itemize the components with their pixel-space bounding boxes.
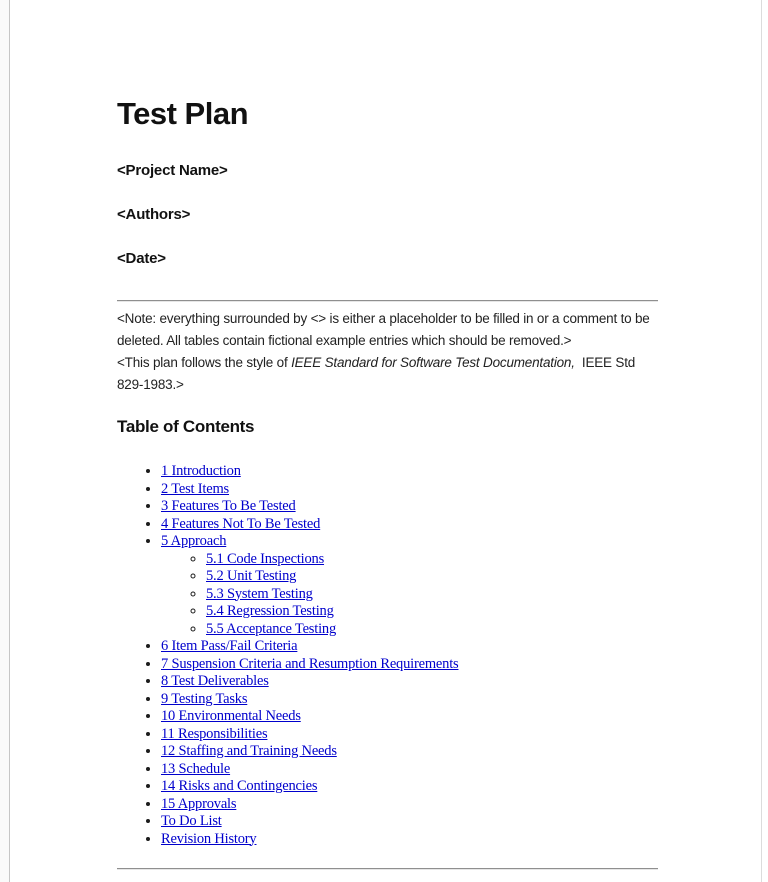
style-note-prefix: <This plan follows the style of (117, 355, 292, 370)
style-note-suffix: IEEE Std 829-1983.> (117, 355, 639, 392)
toc-link-test-items[interactable]: 2 Test Items (161, 480, 230, 497)
toc-link-schedule[interactable]: 13 Schedule (161, 760, 231, 777)
toc-link-item-pass-fail-criteria[interactable]: 6 Item Pass/Fail Criteria (161, 638, 298, 654)
placeholder-authors: <Authors> (117, 206, 191, 223)
toc-link-test-deliverables[interactable]: 8 Test Deliverables (161, 673, 269, 689)
toc-item (161, 831, 658, 849)
toc-link-staffing-and-training-needs[interactable]: 12 Staffing and Training Needs (161, 743, 337, 759)
toc-item (161, 533, 658, 638)
toc-link-features-not-to-be-tested[interactable]: 4 Features Not To Be Tested (161, 515, 321, 532)
toc-item (161, 516, 658, 534)
toc-link-unit-testing[interactable]: 5.2 Unit Testing (206, 568, 297, 584)
toc-item (161, 638, 658, 656)
page-edge-right (761, 0, 762, 882)
toc-item (161, 656, 658, 674)
toc-link-environmental-needs[interactable]: 10 Environmental Needs (161, 708, 301, 724)
divider-top (117, 300, 658, 302)
toc-link-testing-tasks[interactable]: 9 Testing Tasks (161, 690, 248, 707)
toc-item (161, 498, 658, 516)
toc-heading: Table of Contents (117, 417, 255, 436)
style-note-paragraph (117, 352, 658, 396)
toc-link-revision-history[interactable]: Revision History (161, 830, 257, 847)
toc-item (161, 813, 658, 831)
toc-link-responsibilities[interactable]: 11 Responsibilities (161, 725, 268, 742)
toc-subitem (206, 568, 658, 586)
placeholder-project-name: <Project Name> (117, 162, 228, 179)
toc-list (117, 463, 658, 848)
toc-subitem (206, 551, 658, 569)
page-title: Test Plan (117, 96, 249, 131)
toc-link-risks-and-contingencies[interactable]: 14 Risks and Contingencies (161, 778, 318, 794)
toc-item (161, 463, 658, 481)
toc-item (161, 481, 658, 499)
toc-item (161, 778, 658, 796)
toc-sublist-approach (161, 551, 658, 639)
toc-item (161, 761, 658, 779)
toc-item (161, 796, 658, 814)
note-paragraph: <Note: everything surrounded by <> is either a placeholder to be filled in or a comment to be deleted. All tables contain fictional example entries which should be removed.> (117, 311, 650, 348)
toc-link-to-do-list[interactable]: To Do List (161, 813, 222, 829)
toc-link-features-to-be-tested[interactable]: 3 Features To Be Tested (161, 498, 296, 514)
toc-link-approvals[interactable]: 15 Approvals (161, 795, 237, 812)
toc-link-code-inspections[interactable]: 5.1 Code Inspections (206, 550, 325, 567)
toc-item (161, 743, 658, 761)
toc-link-introduction[interactable]: 1 Introduction (161, 463, 241, 479)
toc-link-suspension-criteria[interactable]: 7 Suspension Criteria and Resumption Requirements (161, 655, 459, 672)
toc-item (161, 691, 658, 709)
toc-item (161, 708, 658, 726)
page-edge-left (0, 0, 10, 882)
toc-subitem (206, 621, 658, 639)
toc-link-regression-testing[interactable]: 5.4 Regression Testing (206, 603, 334, 619)
toc-item (161, 726, 658, 744)
toc-link-system-testing[interactable]: 5.3 System Testing (206, 585, 313, 602)
placeholder-date: <Date> (117, 250, 166, 267)
toc-link-acceptance-testing[interactable]: 5.5 Acceptance Testing (206, 620, 337, 637)
toc-subitem (206, 586, 658, 604)
document-body (117, 0, 658, 882)
toc-subitem (206, 603, 658, 621)
ieee-standard-title: IEEE Standard for Software Test Documentation, (291, 355, 575, 370)
divider-bottom (117, 868, 658, 870)
toc-item (161, 673, 658, 691)
toc-link-approach[interactable]: 5 Approach (161, 533, 227, 549)
notes-section (117, 308, 658, 396)
